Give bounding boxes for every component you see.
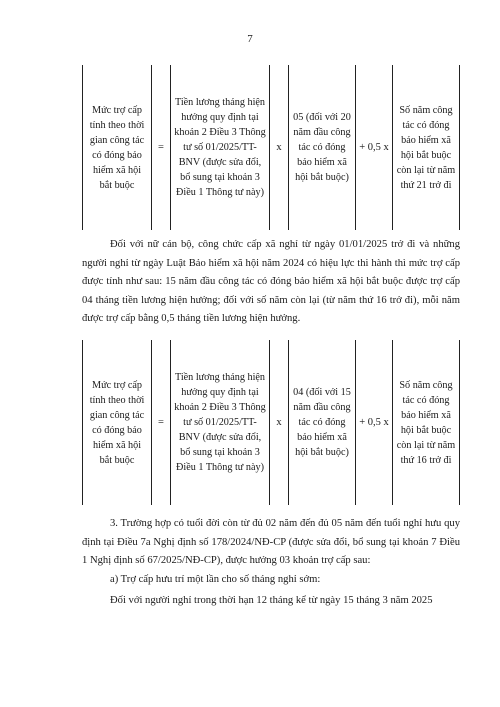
paragraph-subsection-a: a) Trợ cấp hưu trí một lần cho số tháng nghỉ sớm: xyxy=(110,574,321,585)
plus-factor: + 0,5 x xyxy=(359,417,389,428)
formula-first xyxy=(82,65,460,230)
formula-salary-box: Tiền lương tháng hiện hưởng quy định tại khoản 2 Điều 3 Thông tư số 01/2025/TT-BNV (được sửa đổi, bổ sung tại khoản 3 Điều 1 Thông tư này) xyxy=(170,340,270,505)
paragraph-deadline: Đối với người nghỉ trong thời hạn 12 tháng kể từ ngày 15 tháng 3 năm 2025 xyxy=(110,595,433,606)
formula-years-box: Số năm công tác có đóng bảo hiểm xã hội bắt buộc còn lại từ năm thứ 21 trở đi xyxy=(392,65,460,230)
page-number: 7 xyxy=(247,33,253,45)
formula-months-box: 05 (đối với 20 năm đầu công tác có đóng bảo hiểm xã hội bắt buộc) xyxy=(288,65,356,230)
paragraph-female-officials: Đối với nữ cán bộ, công chức cấp xã nghỉ từ ngày 01/01/2025 trở đi và những người nghỉ từ ngày Luật Bảo hiểm xã hội năm 2024 có hiệu lực thi hành thì mức trợ cấp được tính như sau: 15 năm đầu công tác có đóng bảo hiểm xã hội bắt buộc được trợ cấp 04 tháng tiền lương hiện hưởng; đối với số năm còn lại (từ năm thứ 16 trở đi), mỗi năm được trợ cấp bằng 0,5 tháng tiền lương hiện hưởng. xyxy=(82,239,460,324)
equals-sign: = xyxy=(158,417,164,428)
formula-years-box: Số năm công tác có đóng bảo hiểm xã hội bắt buộc còn lại từ năm thứ 16 trở đi xyxy=(392,340,460,505)
equals-sign: = xyxy=(158,142,164,153)
formula-second xyxy=(82,340,460,505)
formula-left-box: Mức trợ cấp tính theo thời gian công tác có đóng bảo hiểm xã hội bắt buộc xyxy=(82,65,152,230)
formula-months-box: 04 (đối với 15 năm đầu công tác có đóng bảo hiểm xã hội bắt buộc) xyxy=(288,340,356,505)
formula-left-box: Mức trợ cấp tính theo thời gian công tác có đóng bảo hiểm xã hội bắt buộc xyxy=(82,340,152,505)
formula-salary-box: Tiền lương tháng hiện hưởng quy định tại khoản 2 Điều 3 Thông tư số 01/2025/TT-BNV (được sửa đổi, bổ sung tại khoản 3 Điều 1 Thông tư này) xyxy=(170,65,270,230)
paragraph-section-3: 3. Trường hợp có tuổi đời còn từ đủ 02 năm đến đủ 05 năm đến tuổi nghỉ hưu quy định tại Điều 7a Nghị định số 178/2024/NĐ-CP (được sửa đổi, bổ sung tại khoản 7 Điều 1 Nghị định số 67/2025/NĐ-CP), được hưởng 03 khoản trợ cấp sau: xyxy=(82,518,460,566)
times-sign: x xyxy=(276,417,282,428)
plus-factor: + 0,5 x xyxy=(359,142,389,153)
times-sign: x xyxy=(276,142,282,153)
